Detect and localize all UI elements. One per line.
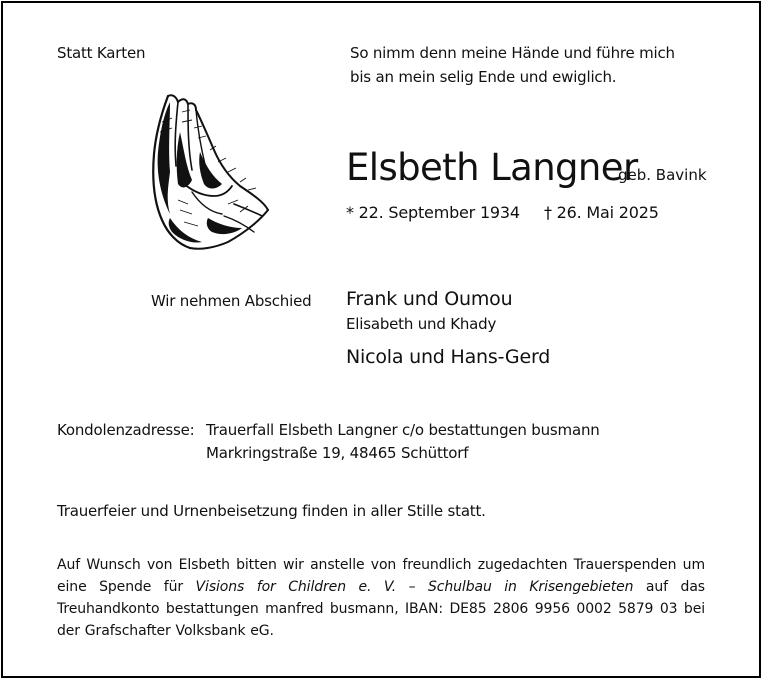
ceremony-note: Trauerfeier und Urnenbeisetzung finden in aller Stille statt. xyxy=(57,502,486,520)
farewell-label: Wir nehmen Abschied xyxy=(151,292,312,310)
maiden-name: geb. Bavink xyxy=(618,166,707,184)
donation-recipient: Visions for Children e. V. – Schulbau in Krisengebieten xyxy=(195,579,634,595)
mourner-3: Nicola und Hans-Gerd xyxy=(346,346,551,368)
condolence-line-2: Markringstraße 19, 48465 Schüttorf xyxy=(206,444,469,462)
praying-hands-icon xyxy=(148,92,272,252)
donation-text-2: auf das Treuhandkonto bestattungen manfred busmann, IBAN: DE85 2806 9956 0002 5879 03 bei der Grafschafter Volksbank eG. xyxy=(57,579,705,639)
mourner-1: Frank und Oumou xyxy=(346,288,513,310)
condolence-label: Kondolenzadresse: xyxy=(57,421,195,439)
donation-text-1: Auf Wunsch von Elsbeth bitten wir anstelle von freundlich zugedachten Trauerspenden um eine Spende für xyxy=(57,557,705,595)
statt-karten-label: Statt Karten xyxy=(57,44,146,62)
verse-line-1: So nimm denn meine Hände und führe mich xyxy=(350,44,675,62)
mourner-2: Elisabeth und Khady xyxy=(346,315,497,333)
death-date: † 26. Mai 2025 xyxy=(544,203,659,222)
deceased-name: Elsbeth Langner xyxy=(346,146,638,189)
condolence-line-1: Trauerfall Elsbeth Langner c/o bestattungen busmann xyxy=(206,421,600,439)
donation-paragraph xyxy=(57,554,705,642)
verse-line-2: bis an mein selig Ende und ewiglich. xyxy=(350,68,617,86)
birth-date: * 22. September 1934 xyxy=(346,203,520,222)
